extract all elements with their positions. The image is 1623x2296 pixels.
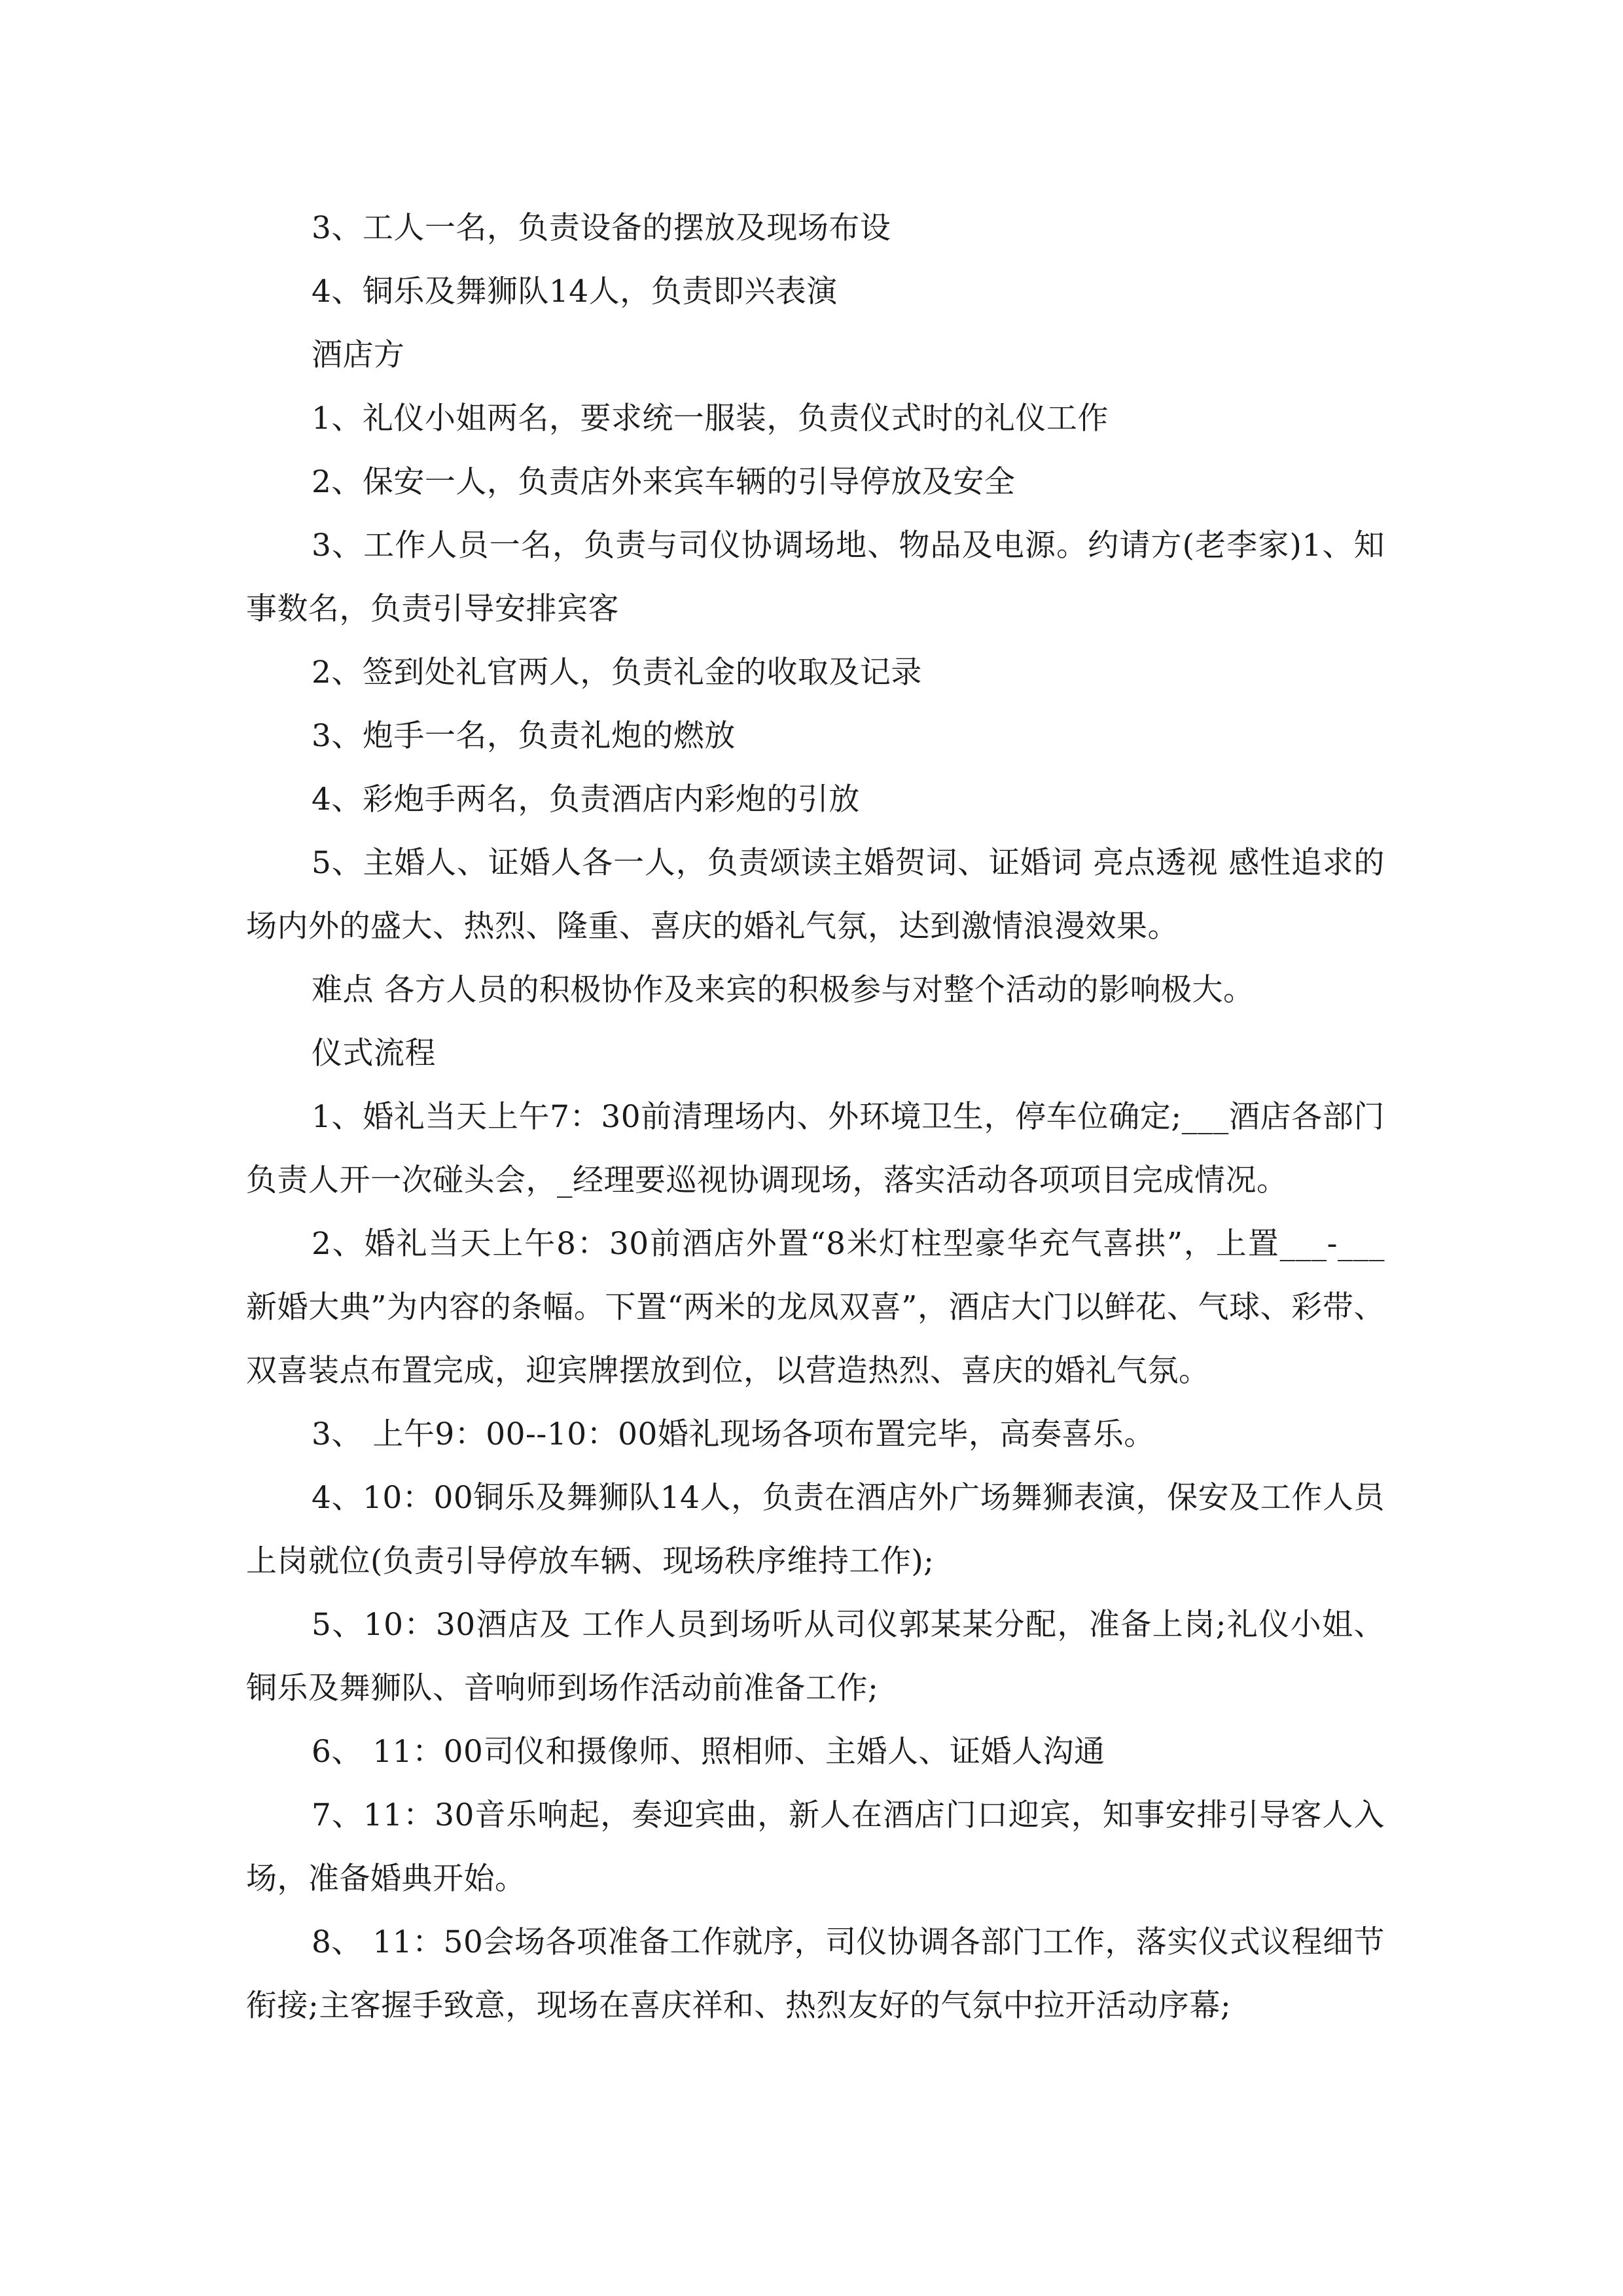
paragraph-step-5: 5、10：30酒店及 工作人员到场听从司仪郭某某分配，准备上岗;礼仪小姐、铜乐及舞狮队、音响师到场作活动前准备工作; — [246, 1607, 1385, 1706]
document-body — [246, 196, 1385, 2037]
paragraph-cannon: 3、炮手一名，负责礼炮的燃放 — [312, 718, 736, 754]
paragraph-officiants: 5、主婚人、证婚人各一人，负责颂读主婚贺词、证婚词 亮点透视 感性追求的场内外的盛大、热烈、隆重、喜庆的婚礼气氛，达到激情浪漫效果。 — [246, 845, 1385, 944]
section-heading-hotel: 酒店方 — [312, 337, 405, 373]
paragraph-step-8: 8、 11：50会场各项准备工作就序，司仪协调各部门工作，落实仪式议程细节衔接;主客握手致意，现场在喜庆祥和、热烈友好的气氛中拉开活动序幕; — [246, 1924, 1385, 2024]
paragraph-band: 4、铜乐及舞狮队14人，负责即兴表演 — [312, 274, 838, 310]
paragraph-difficulty: 难点 各方人员的积极协作及来宾的积极参与对整个活动的影响极大。 — [312, 972, 1255, 1008]
paragraph-worker: 3、工人一名，负责设备的摆放及现场布设 — [312, 210, 891, 246]
paragraph-security: 2、保安一人，负责店外来宾车辆的引导停放及安全 — [312, 464, 1016, 500]
paragraph-confetti: 4、彩炮手两名，负责酒店内彩炮的引放 — [312, 781, 860, 817]
paragraph-step-6: 6、 11：00司仪和摄像师、照相师、主婚人、证婚人沟通 — [312, 1734, 1105, 1770]
paragraph-step-2: 2、婚礼当天上午8：30前酒店外置“8米灯柱型豪华充气喜拱”，上置___-___新婚大典”为内容的条幅。下置“两米的龙凤双喜”，酒店大门以鲜花、气球、彩带、双喜装点布置完成，迎宾牌摆放到位，以营造热烈、喜庆的婚礼气氛。 — [246, 1226, 1385, 1389]
paragraph-step-7: 7、11：30音乐响起，奏迎宾曲，新人在酒店门口迎宾，知事安排引导客人入场，准备婚典开始。 — [246, 1797, 1385, 1897]
paragraph-step-4: 4、10：00铜乐及舞狮队14人，负责在酒店外广场舞狮表演，保安及工作人员上岗就位(负责引导停放车辆、现场秩序维持工作); — [246, 1480, 1385, 1579]
paragraph-step-3: 3、 上午9：00--10：00婚礼现场各项布置完毕，高奏喜乐。 — [312, 1416, 1155, 1452]
paragraph-step-1: 1、婚礼当天上午7：30前清理场内、外环境卫生，停车位确定;___酒店各部门负责人开一次碰头会，_经理要巡视协调现场，落实活动各项项目完成情况。 — [246, 1099, 1385, 1198]
paragraph-staff: 3、工作人员一名，负责与司仪协调场地、物品及电源。约请方(老李家)1、知事数名，负责引导安排宾客 — [246, 528, 1385, 627]
section-heading-ceremony: 仪式流程 — [312, 1035, 436, 1071]
paragraph-etiquette: 1、礼仪小姐两名，要求统一服装，负责仪式时的礼仪工作 — [312, 401, 1109, 437]
paragraph-signin: 2、签到处礼官两人，负责礼金的收取及记录 — [312, 655, 922, 691]
